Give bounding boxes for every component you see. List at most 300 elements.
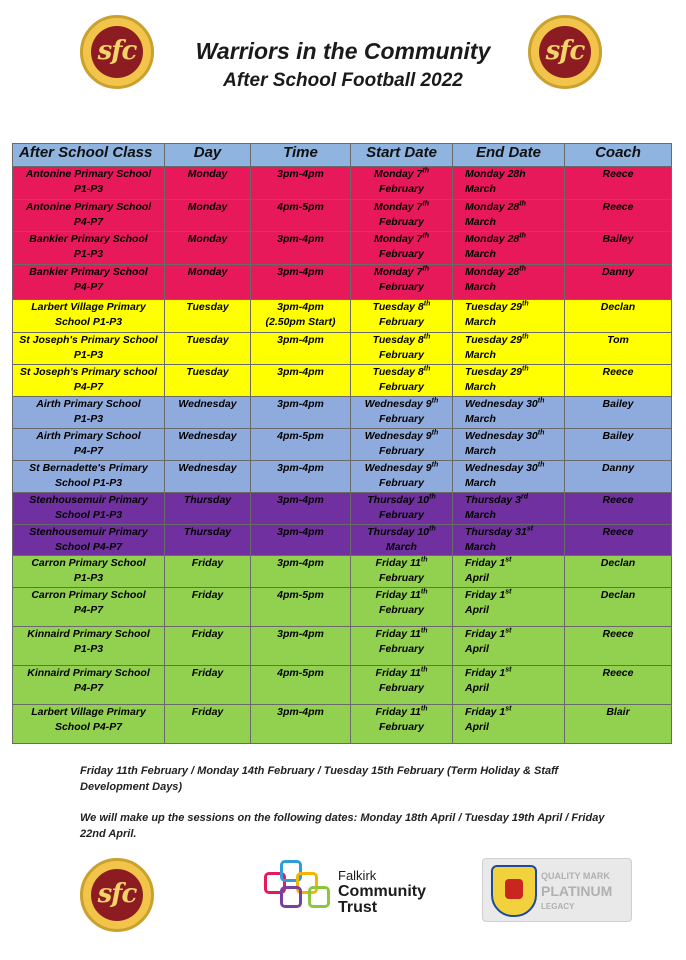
end-date-cell [453,232,565,265]
cell-text: Monday 7 [373,266,423,278]
end-date-cell [453,627,565,666]
cell-text: Danny [601,266,635,278]
table-row [13,588,672,627]
end-date-cell [453,300,565,333]
cell-text: P1-P3 [73,183,104,195]
time-cell [251,397,351,429]
cell-text: Monday 7 [373,233,423,245]
ordinal-suffix: th [420,627,428,635]
cell-text: March [465,216,496,228]
trust-line: Trust [338,899,378,916]
qm-line: QUALITY MARK [541,871,610,881]
end-date-cell [453,167,565,200]
cell-text: 3pm-4pm [277,366,324,378]
ordinal-suffix: th [522,365,529,373]
column-header: Coach [565,144,672,167]
makeup-note: We will make up the sessions on the following dates: Monday 18th April / Tuesday 19th April / Friday 22nd April. [80,812,605,840]
day-cell [165,200,251,232]
coach-cell [565,493,672,525]
coach-cell [565,265,672,300]
day-cell [165,666,251,705]
cell-text: Monday 28h [465,168,526,180]
cell-text: Thursday 10 [367,526,430,538]
logo-square-icon [280,886,302,908]
time-cell [251,556,351,588]
coach-cell [565,429,672,461]
cell-text: P4-P7 [73,604,104,616]
cell-text: 3pm-4pm [277,557,324,569]
cell-text: Declan [600,589,636,601]
cell-text: P1-P3 [73,349,104,361]
column-header: Start Date [351,144,453,167]
holiday-note: Friday 11th February / Monday 14th February / Tuesday 15th February (Term Holiday & Staff Development Days) [80,765,559,793]
cell-text: Wednesday 30 [465,398,538,410]
cell-text: Thursday [183,494,232,506]
cell-text: Reece [602,201,634,213]
coach-cell [565,397,672,429]
cell-text: Danny [601,462,635,474]
cell-text: March [465,281,496,293]
end-date-cell [453,588,565,627]
cell-text: February [379,445,424,457]
time-cell [251,300,351,333]
cell-text: Reece [602,494,634,506]
cell-text: 3pm-4pm [277,526,324,538]
coach-cell [565,167,672,200]
cell-text: April [465,572,489,584]
cell-text: Monday [187,266,228,278]
cell-text: Friday 11 [375,667,421,679]
class-cell [13,556,165,588]
sfc-logo-text: sfc [539,26,591,78]
end-date-cell [453,429,565,461]
cell-text: March [386,541,417,553]
cell-text: Monday 7 [373,168,423,180]
table-row [13,627,672,666]
cell-text: 3pm-4pm [277,266,324,278]
start-date-cell [351,232,453,265]
time-cell [251,493,351,525]
cell-text: Reece [602,667,634,679]
cell-text: Reece [602,526,634,538]
cell-text: Thursday 31 [465,526,527,538]
cell-text: Wednesday [178,462,237,474]
cell-text: 3pm-4pm [277,706,324,718]
sfc-logo-text: sfc [91,869,143,921]
ordinal-suffix: th [422,232,430,240]
class-cell [13,200,165,232]
ordinal-suffix: th [422,200,430,208]
cell-text: Bankier Primary School [29,266,148,278]
table-row [13,493,672,525]
cell-text: 4pm-5pm [277,430,324,442]
cell-text: March [465,381,496,393]
column-header: After School Class [13,144,165,167]
cell-text: Wednesday [178,430,237,442]
cell-text: Declan [600,557,636,569]
cell-text: Thursday [183,526,232,538]
ordinal-suffix: th [537,461,545,469]
cell-text: School P1-P3 [54,477,123,489]
ordinal-suffix: th [429,525,436,533]
class-cell [13,525,165,556]
class-cell [13,397,165,429]
class-cell [13,232,165,265]
time-cell [251,333,351,365]
start-date-cell [351,365,453,397]
end-date-cell [453,705,565,744]
ordinal-suffix: th [422,167,430,175]
end-date-cell [453,265,565,300]
start-date-cell [351,429,453,461]
cell-text: April [465,682,489,694]
cell-text: Reece [602,168,634,180]
table-row [13,556,672,588]
cell-text: Friday 11 [375,589,421,601]
class-cell [13,461,165,493]
cell-text: School P1-P3 [54,509,123,521]
cell-text: St Bernadette's Primary [29,462,148,474]
cell-text: Wednesday 9 [364,398,432,410]
table-row [13,333,672,365]
day-cell [165,556,251,588]
cell-text: February [379,643,424,655]
cell-text: February [379,381,424,393]
ordinal-suffix: th [519,232,526,240]
cell-text: Friday [191,557,224,569]
class-cell [13,627,165,666]
end-date-cell [453,493,565,525]
schedule-table [12,143,672,744]
ordinal-suffix: st [505,556,512,564]
page-title: Warriors in the Community [195,38,491,64]
ordinal-suffix: th [431,429,439,437]
trust-line: Falkirk [338,868,377,883]
cell-text: Monday [187,201,228,213]
start-date-cell [351,705,453,744]
cell-text: March [465,541,496,553]
time-cell [251,429,351,461]
cell-text: Declan [600,301,636,313]
cell-text: St Joseph's Primary School [19,334,158,346]
cell-text: Friday 11 [375,628,421,640]
cell-text: April [465,643,489,655]
cell-text: Monday [187,168,228,180]
cell-text: P1-P3 [73,413,104,425]
start-date-cell [351,588,453,627]
table-row [13,232,672,265]
column-header: Day [165,144,251,167]
coach-cell [565,200,672,232]
coach-cell [565,627,672,666]
time-cell [251,705,351,744]
cell-text: Airth Primary School [36,398,141,410]
end-date-cell [453,525,565,556]
day-cell [165,493,251,525]
cell-text: Tom [607,334,629,346]
cell-text: Carron Primary School [31,557,146,569]
ordinal-suffix: st [505,666,512,674]
cell-text: Friday 1 [465,589,506,601]
trust-line: Community [338,883,426,900]
ordinal-suffix: th [422,265,430,273]
cell-text: February [379,183,424,195]
cell-text: 3pm-4pm [277,168,324,180]
cell-text: Friday [191,667,224,679]
cell-text: School P1-P3 [54,316,123,328]
cell-text: Friday 1 [465,628,506,640]
coach-cell [565,365,672,397]
ordinal-suffix: th [519,265,526,273]
cell-text: 3pm-4pm [277,462,324,474]
class-cell [13,300,165,333]
end-date-cell [453,556,565,588]
class-cell [13,493,165,525]
column-header: End Date [453,144,565,167]
table-row [13,200,672,232]
cell-text: School P4-P7 [54,541,123,553]
cell-text: Bailey [602,398,634,410]
ordinal-suffix: th [537,429,545,437]
cell-text: Larbert Village Primary [31,301,146,313]
ordinal-suffix: th [431,461,439,469]
cell-text: Bailey [602,430,634,442]
time-cell [251,200,351,232]
cell-text: Tuesday [186,301,229,313]
day-cell [165,627,251,666]
cell-text: Kinnaird Primary School [27,667,150,679]
cell-text: P4-P7 [73,682,104,694]
scottish-fa-crest-icon [491,865,537,917]
table-header-row [13,144,672,167]
start-date-cell [351,200,453,232]
quality-mark-badge [482,858,632,922]
cell-text: February [379,216,424,228]
cell-text: 3pm-4pm [277,494,324,506]
ordinal-suffix: th [420,556,428,564]
cell-text: Stenhousemuir Primary [29,494,148,506]
day-cell [165,333,251,365]
cell-text: P1-P3 [73,248,104,260]
sfc-logo-text: sfc [91,26,143,78]
day-cell [165,167,251,200]
coach-cell [565,300,672,333]
cell-text: Reece [602,366,634,378]
cell-text: P4-P7 [73,216,104,228]
cell-text: Friday [191,589,224,601]
class-cell [13,365,165,397]
cell-text: March [465,509,496,521]
quality-mark-text [541,869,612,914]
table-row [13,300,672,333]
time-cell [251,525,351,556]
cell-text: Wednesday [178,398,237,410]
table-row [13,429,672,461]
cell-text: Airth Primary School [36,430,141,442]
qm-line: PLATINUM [541,883,613,899]
start-date-cell [351,300,453,333]
cell-text: P4-P7 [73,281,104,293]
cell-text: Monday 7 [373,201,423,213]
start-date-cell [351,493,453,525]
ordinal-suffix: st [505,588,512,596]
cell-text: P1-P3 [73,572,104,584]
cell-text: Friday 1 [465,706,506,718]
cell-text: February [379,281,424,293]
cell-text: Carron Primary School [31,589,146,601]
cell-text: Thursday 10 [367,494,430,506]
cell-text: 4pm-5pm [277,667,324,679]
start-date-cell [351,627,453,666]
end-date-cell [453,397,565,429]
class-cell [13,705,165,744]
table-row [13,525,672,556]
cell-text: Bankier Primary School [29,233,148,245]
cell-text: 4pm-5pm [277,201,324,213]
qm-line: LEGACY [541,902,575,911]
class-cell [13,265,165,300]
cell-text: Tuesday 8 [372,334,424,346]
cell-text: Monday [187,233,228,245]
cell-text: Tuesday 29 [465,301,523,313]
day-cell [165,588,251,627]
class-cell [13,429,165,461]
coach-cell [565,461,672,493]
cell-text: 3pm-4pm [277,301,324,313]
cell-text: February [379,682,424,694]
cell-text: Thursday 3 [465,494,522,506]
cell-text: March [465,316,496,328]
time-cell [251,627,351,666]
cell-text: February [379,316,424,328]
ordinal-suffix: th [537,397,545,405]
cell-text: Tuesday 8 [372,301,424,313]
start-date-cell [351,333,453,365]
start-date-cell [351,397,453,429]
start-date-cell [351,666,453,705]
cell-text: February [379,509,424,521]
class-cell [13,588,165,627]
start-date-cell [351,525,453,556]
cell-text: March [465,413,496,425]
day-cell [165,232,251,265]
coach-cell [565,588,672,627]
cell-text: Friday [191,706,224,718]
cell-text: Larbert Village Primary [31,706,146,718]
cell-text: (2.50pm Start) [265,316,336,328]
cell-text: St Joseph's Primary school [19,366,158,378]
time-cell [251,588,351,627]
day-cell [165,461,251,493]
cell-text: Reece [602,628,634,640]
cell-text: April [465,604,489,616]
cell-text: February [379,572,424,584]
ordinal-suffix: st [505,705,512,713]
coach-cell [565,666,672,705]
class-cell [13,333,165,365]
cell-text: March [465,445,496,457]
ordinal-suffix: th [420,588,428,596]
cell-text: March [465,183,496,195]
day-cell [165,397,251,429]
cell-text: P4-P7 [73,381,104,393]
table-row [13,666,672,705]
cell-text: Antonine Primary School [25,168,152,180]
ordinal-suffix: rd [521,493,529,501]
coach-cell [565,525,672,556]
cell-text: Tuesday [186,366,229,378]
time-cell [251,265,351,300]
cell-text: April [465,721,489,733]
start-date-cell [351,461,453,493]
cell-text: Wednesday 9 [364,462,432,474]
day-cell [165,429,251,461]
time-cell [251,232,351,265]
end-date-cell [453,365,565,397]
cell-text: Monday 28 [465,233,520,245]
ordinal-suffix: st [505,627,512,635]
table-row [13,265,672,300]
sfc-logo-bottom [80,858,154,932]
cell-text: Tuesday 29 [465,366,523,378]
trust-name [338,868,426,916]
column-header: Time [251,144,351,167]
cell-text: Friday 11 [375,557,421,569]
ordinal-suffix: th [429,493,436,501]
ordinal-suffix: th [423,300,431,308]
start-date-cell [351,167,453,200]
cell-text: 3pm-4pm [277,334,324,346]
coach-cell [565,705,672,744]
cell-text: Tuesday 29 [465,334,523,346]
cell-text: Antonine Primary School [25,201,152,213]
ordinal-suffix: th [522,333,529,341]
cell-text: Friday 1 [465,557,506,569]
day-cell [165,300,251,333]
coach-cell [565,232,672,265]
ordinal-suffix: st [526,525,534,533]
cell-text: February [379,349,424,361]
cell-text: February [379,721,424,733]
cell-text: Friday 1 [465,667,506,679]
falkirk-community-trust-logo [262,858,452,918]
cell-text: Kinnaird Primary School [27,628,150,640]
table-row [13,397,672,429]
class-cell [13,666,165,705]
ordinal-suffix: th [431,397,439,405]
day-cell [165,365,251,397]
cell-text: Stenhousemuir Primary [29,526,148,538]
ordinal-suffix: th [420,705,428,713]
logo-square-icon [308,886,330,908]
day-cell [165,525,251,556]
cell-text: February [379,477,424,489]
cell-text: Wednesday 9 [364,430,432,442]
page-subtitle: After School Football 2022 [223,70,463,91]
cell-text: P1-P3 [73,643,104,655]
end-date-cell [453,333,565,365]
cell-text: March [465,477,496,489]
cell-text: P4-P7 [73,445,104,457]
cell-text: 3pm-4pm [277,398,324,410]
cell-text: 4pm-5pm [277,589,324,601]
cell-text: Monday 28 [465,266,520,278]
cell-text: Blair [606,706,630,718]
cell-text: Tuesday [186,334,229,346]
cell-text: February [379,248,424,260]
cell-text: School P4-P7 [54,721,123,733]
cell-text: Wednesday 30 [465,462,538,474]
